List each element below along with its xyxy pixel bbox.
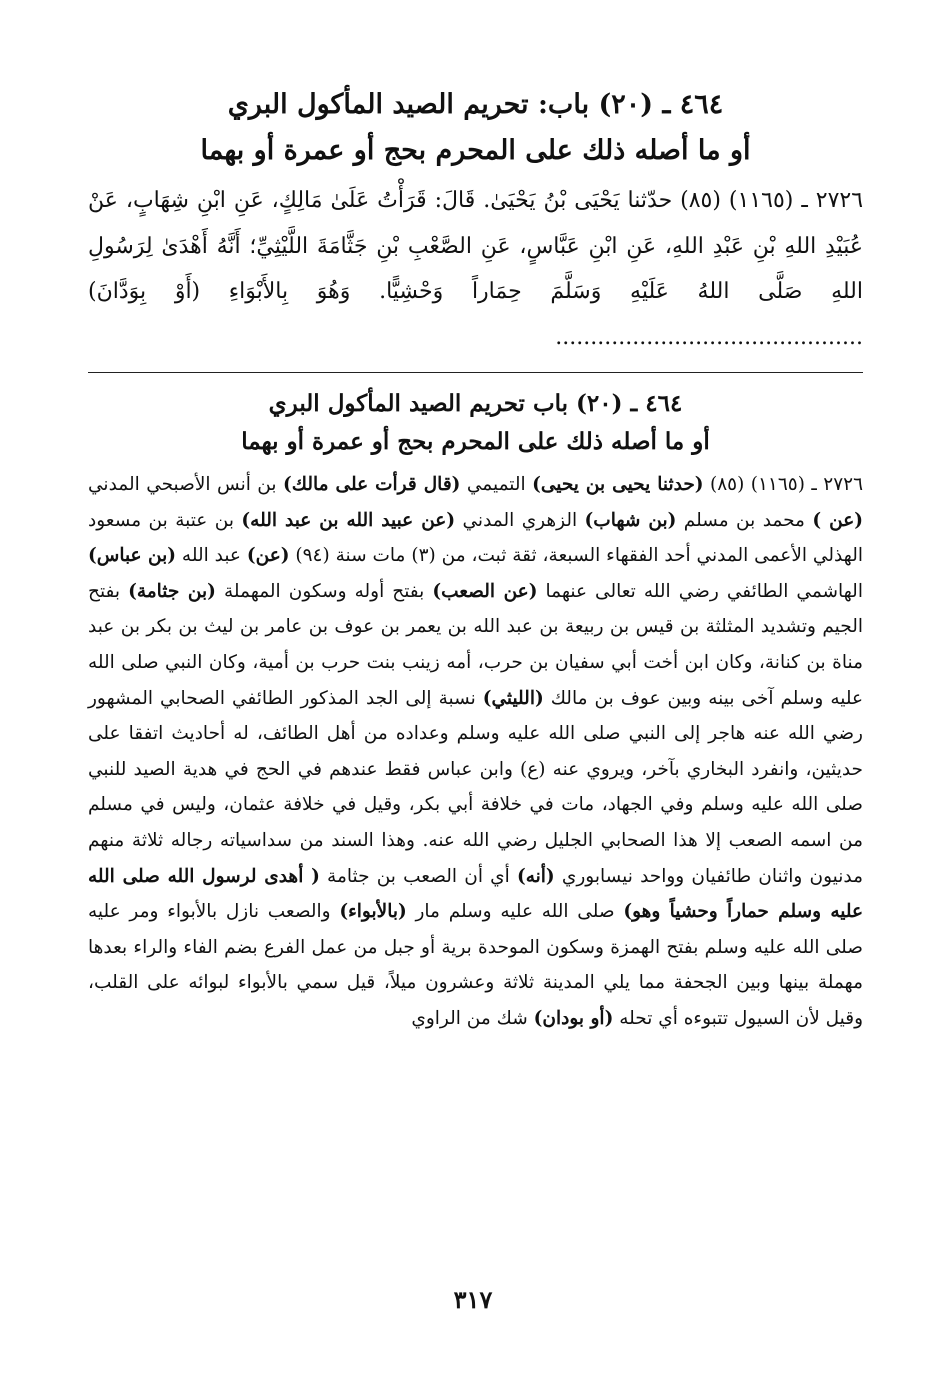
commentary-heading-line2: أو ما أصله ذلك على المحرم بحج أو عمرة أو بهما bbox=[241, 428, 710, 455]
chapter-heading-line1: ٤٦٤ ـ (٢٠) باب: تحريم الصيد المأكول البري bbox=[227, 89, 724, 120]
quoted-phrase: (عن الصعب) bbox=[432, 580, 538, 602]
commentary-text-run: عبد الله bbox=[176, 545, 247, 567]
commentary-text-run: والصعب نازل بالأبواء ومر عليه صلى الله عليه وسلم بفتح الهمزة وسكون الموحدة برية أو جبل من عمل الفرع بضم الفاء والراء بعدها مهملة بينها وبين الجحفة مما يلي المدينة ثلاثة وعشرون ميلاً، قيل سمي بالأبواء لبوائه على القلب، وقيل لأن السيول تتبوءه أي تحله bbox=[88, 901, 863, 1029]
quoted-phrase: (بن عباس) bbox=[88, 545, 177, 567]
commentary-text-run: صلى الله عليه وسلم مار bbox=[406, 901, 624, 923]
page-number: ٣١٧ bbox=[453, 1285, 493, 1314]
commentary-text-run: محمد بن مسلم bbox=[676, 509, 813, 531]
commentary-text bbox=[88, 467, 863, 1037]
commentary-text-run: بن أنس الأصبحي المدني bbox=[88, 474, 283, 495]
commentary-text-run: أي أن الصعب بن جثامة bbox=[319, 865, 517, 887]
matn-section bbox=[88, 82, 863, 360]
quoted-phrase: (عن عبيد الله بن عبد الله) bbox=[241, 509, 456, 531]
quoted-phrase: (بن جثامة) bbox=[128, 580, 216, 602]
commentary-text-run: بفتح الجيم وتشديد المثلثة بن قيس بن ربيعة بن عبد الله بن يعمر بن عوف بن عامر بن ليث بن بكر بن عبد مناة بن كنانة، وكان ابن أخت أبي سفيان بن حرب، أمه زينب بنت حرب بن أمية، وكان النبي صلى الله عليه وسلم آخى بينه وبين عوف بن مالك bbox=[88, 580, 863, 709]
commentary-text-run: بن عتبة بن مسعود الهذلي الأعمى المدني أحد الفقهاء السبعة، ثقة ثبت، من (٣) مات سنة (٩٤) bbox=[88, 509, 863, 567]
commentary-heading bbox=[88, 385, 863, 461]
quoted-phrase: (عن) bbox=[246, 545, 290, 567]
quoted-phrase: (الليثي) bbox=[482, 687, 544, 709]
quoted-phrase: (عن ) bbox=[812, 509, 864, 531]
hadith-body: ٢٧٢٦ ـ (١١٦٥) (٨٥) حدّثنا يَحْيَى بْنُ يَحْيَىٰ. قَالَ: قَرَأْتُ عَلَىٰ مَالِكٍ، عَنِ ابْنِ شِهَابٍ، عَنْ عُبَيْدِ اللهِ بْنِ عَبْدِ اللهِ، عَنِ ابْنِ عَبَّاسٍ، عَنِ الصَّعْبِ بْنِ جَثَّامَةَ اللَّيْثِيِّ؛ أَنَّهُ أَهْدَىٰ لِرَسُولِ اللهِ صَلَّى اللهُ عَلَيْهِ وَسَلَّمَ حِمَاراً وَحْشِيًّا. وَهُوَ بِالأَبْوَاءِ (أَوْ بِوَدَّانَ) bbox=[88, 188, 864, 304]
commentary-text-run: شك من الراوي bbox=[411, 1007, 534, 1029]
hadith-text bbox=[88, 178, 863, 360]
commentary-text-run: ٢٧٢٦ ـ (١١٦٥) (٨٥) bbox=[703, 474, 864, 495]
quoted-phrase: ( أهدى لرسول الله صلى الله عليه وسلم حماراً وحشياً وهو) bbox=[88, 865, 864, 923]
chapter-heading-line2: أو ما أصله ذلك على المحرم بحج أو عمرة أو بهما bbox=[200, 135, 751, 166]
quoted-phrase: (بن شهاب) bbox=[584, 509, 677, 531]
page-content bbox=[88, 82, 863, 1037]
quoted-phrase: (حدثنا يحيى بن يحيى) bbox=[532, 474, 704, 495]
quoted-phrase: (أنه) bbox=[516, 865, 555, 887]
commentary-text-run: نسبة إلى الجد المذكور الطائفي الصحابي المشهور رضي الله عنه هاجر إلى النبي صلى الله عليه وسلم وعداده من أهل الطائف، له أحاديث اتفقا على حديثين، وانفرد البخاري بآخر، ويروي عنه (ع) وابن عباس فقط عندهم في الحج في هدية الصيد للنبي صلى الله عليه وسلم وفي الجهاد، مات في خلافة أبي بكر، وقيل في خلافة عثمان، وليس في مسلم من اسمه الصعب إلا هذا الصحابي الجليل رضي الله عنه. وهذا السند من سداسياته رجاله ثلاثة منهم مدنيون واثنان طائفيان وواحد نيسابوري bbox=[88, 687, 863, 887]
ellipsis-dots: ............................................ bbox=[555, 324, 863, 350]
commentary-section bbox=[88, 385, 863, 1037]
quoted-phrase: (قال قرأت على مالك) bbox=[283, 474, 461, 495]
chapter-heading bbox=[88, 82, 863, 174]
quoted-phrase: (بالأبواء) bbox=[339, 901, 407, 923]
commentary-text-run: بفتح أوله وسكون المهملة bbox=[215, 580, 433, 602]
quoted-phrase: (أو بودان) bbox=[533, 1007, 614, 1029]
section-divider bbox=[88, 372, 863, 373]
commentary-text-run: الزهري المدني bbox=[455, 509, 585, 531]
commentary-text-run: الهاشمي الطائفي رضي الله تعالى عنهما bbox=[537, 580, 863, 602]
commentary-heading-line1: ٤٦٤ ـ (٢٠) باب تحريم الصيد المأكول البري bbox=[268, 390, 683, 417]
commentary-text-run: التميمي bbox=[460, 474, 533, 495]
